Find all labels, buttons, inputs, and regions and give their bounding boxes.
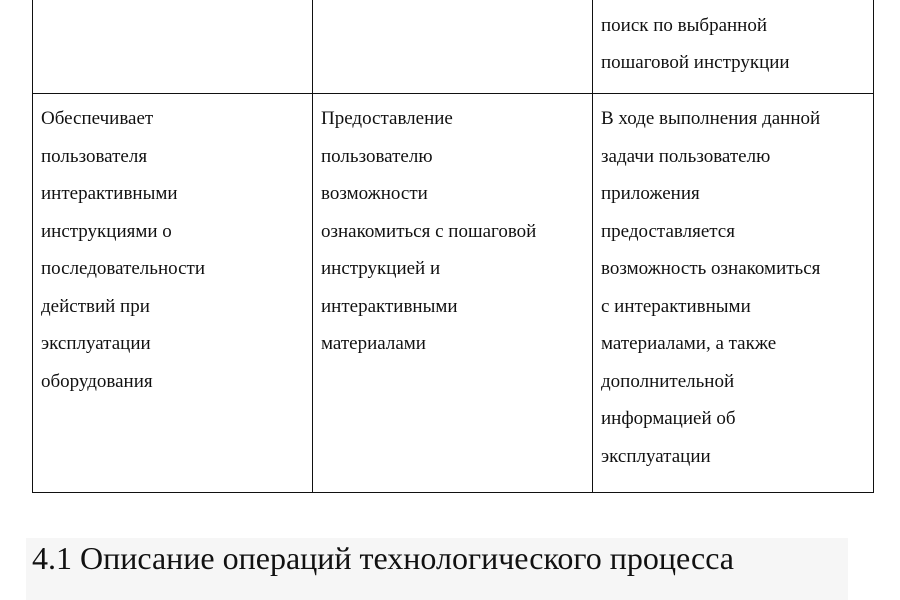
table-cell-top-3: [593, 0, 874, 94]
table-cell-description: [593, 94, 874, 493]
cell-line: с интерактивными: [601, 295, 751, 317]
cell-line: В ходе выполнения данной: [601, 108, 821, 129]
cell-line: действий при: [41, 295, 150, 317]
cell-line: материалами, а также: [601, 333, 777, 354]
cell-line: задачи пользователю: [601, 145, 771, 167]
cell-line: дополнительной: [601, 370, 735, 392]
cell-line-cut: [601, 0, 873, 7]
section-heading: 4.1 Описание операций технологического процесса: [32, 540, 734, 576]
table-cell-top-1: [33, 0, 313, 94]
cell-line: последовательности: [41, 258, 205, 279]
cell-line: материалами: [321, 333, 426, 354]
cell-line: инструкцией и: [321, 258, 441, 279]
table-row-top: [33, 0, 874, 94]
table-cell-function: [33, 94, 313, 493]
cell-line: пользователя: [41, 145, 148, 167]
cell-line: информацией об: [601, 408, 736, 429]
cell-line: эксплуатации: [601, 445, 711, 467]
cell-line: предоставляется: [601, 220, 735, 242]
cell-line: пошаговой инструкции: [601, 52, 790, 73]
cell-line: Обеспечивает: [41, 108, 154, 129]
cell-line: возможность ознакомиться: [601, 258, 821, 279]
table-cell-task: [313, 94, 593, 493]
cell-line: поиск по выбранной: [601, 14, 768, 36]
cell-line: оборудования: [41, 370, 153, 392]
table-row-main: [33, 94, 874, 493]
cell-line: эксплуатации: [41, 333, 151, 354]
cell-line: интерактивными: [321, 295, 458, 317]
table-cell-top-2: [313, 0, 593, 94]
cell-line: инструкциями о: [41, 220, 172, 242]
cell-line: интерактивными: [41, 183, 178, 204]
cell-line: возможности: [321, 183, 428, 204]
cell-line: приложения: [601, 183, 700, 204]
requirements-table: [32, 0, 874, 493]
cell-line: пользователю: [321, 145, 433, 167]
cell-line: ознакомиться с пошаговой: [321, 220, 537, 242]
cell-line: Предоставление: [321, 108, 453, 129]
